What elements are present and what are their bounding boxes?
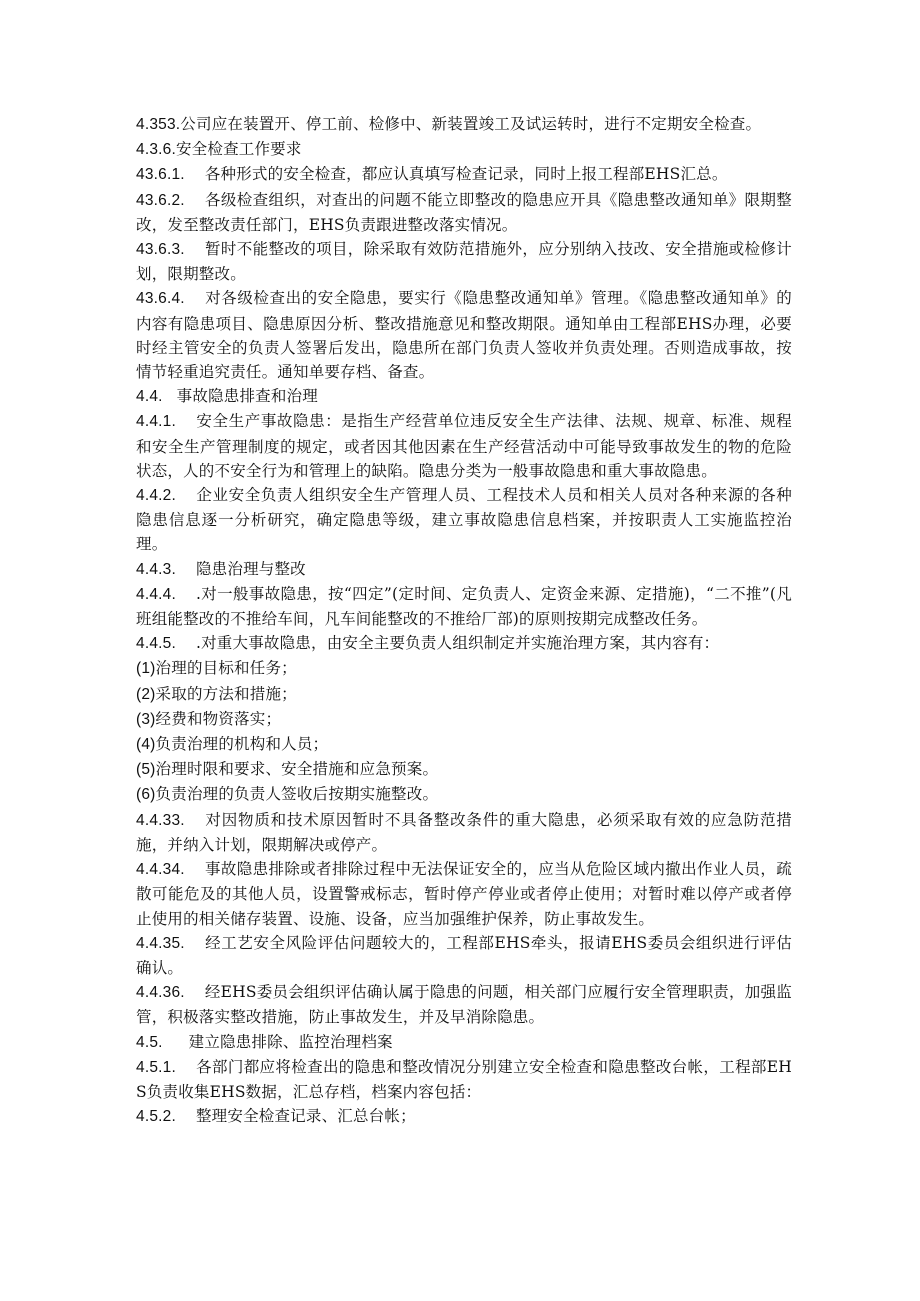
paragraph-text: 公司应在装置开、停工前、检修中、新装置竣工及试运转时，进行不定期安全检查。 (180, 115, 762, 133)
section-number: 4.4. (136, 388, 163, 406)
section-number: 4.4.5. (136, 635, 176, 653)
section-number: 4.3.6. (136, 141, 176, 159)
section-number: 4.4.35. (136, 934, 185, 952)
paragraph (136, 237, 792, 286)
paragraph (136, 732, 792, 757)
paragraph-text: 各级检查组织，对查出的问题不能立即整改的隐患应开具《隐患整改通知单》限期整改，发至整改责任部门，EHS负责跟进整改落实情况。 (136, 190, 792, 234)
section-number: 43.6.2. (136, 191, 185, 209)
paragraph (136, 631, 792, 656)
paragraph-text: 安全检查工作要求 (175, 140, 302, 159)
paragraph (136, 557, 792, 582)
paragraph (136, 857, 792, 931)
paragraph-text: 各种形式的安全检查，都应认真填写检查记录，同时上报工程部EHS汇总。 (204, 165, 728, 184)
section-number: 43.6.4. (136, 290, 185, 308)
section-number: 4.5.2. (136, 1108, 176, 1126)
section-number: 4.4.33. (136, 811, 185, 829)
paragraph (136, 409, 792, 483)
paragraph (136, 582, 792, 631)
section-number: (4) (136, 736, 156, 754)
paragraph-text: 各部门都应将检查出的隐患和整改情况分别建立安全检查和隐患整改台帐，工程部EHS负责收集EHS数据，汇总存档，档案内容包括： (136, 1057, 792, 1101)
section-number: 43.6.1. (136, 166, 185, 184)
paragraph (136, 112, 792, 137)
paragraph-text: 暂时不能整改的项目，除采取有效防范措施外，应分别纳入技改、安全措施或检修计划，限期整改。 (136, 240, 792, 284)
paragraph (136, 682, 792, 707)
section-number: 43.6.3. (136, 241, 185, 259)
paragraph-text: 企业安全负责人组织安全生产管理人员、工程技术人员和相关人员对各种来源的各种隐患信息逐一分析研究，确定隐患等级，建立事故隐患信息档案，并按职责人工实施监控治理。 (136, 486, 792, 554)
paragraph (136, 483, 792, 557)
section-number: 4.5. (136, 1033, 163, 1051)
paragraph (136, 286, 792, 384)
paragraph (136, 782, 792, 807)
paragraph-text: 负责治理的负责人签收后按期实施整改。 (155, 785, 439, 804)
paragraph (136, 656, 792, 681)
paragraph-text: 隐患治理与整改 (195, 559, 306, 578)
paragraph-text: 采取的方法和措施； (155, 684, 297, 703)
section-number: (6) (136, 786, 156, 804)
section-number: (5) (136, 761, 156, 779)
section-number: (2) (136, 685, 156, 703)
paragraph (136, 188, 792, 237)
paragraph-text: 经工艺安全风险评估问题较大的，工程部EHS牵头，报请EHS委员会组织进行评估确认。 (136, 933, 792, 977)
paragraph (136, 808, 792, 857)
section-number: 4.353. (136, 116, 181, 133)
section-number: (1) (136, 660, 156, 678)
paragraph-text: 事故隐患排除或者排除过程中无法保证安全的，应当从危险区域内撤出作业人员，疏散可能危及的其他人员，设置警戒标志，暂时停产停业或者停止使用；对暂时难以停产或者停止使用的相关储存装置、设施、设备，应当加强维护保养，防止事故发生。 (136, 860, 792, 928)
paragraph-text: .对一般事故隐患，按“四定”(定时间、定负责人、定资金来源、定措施)，“二不推”(凡班组能整改的不推给车间，凡车间能整改的不推给厂部)的原则按期完成整改任务。 (136, 584, 792, 629)
section-number: 4.4.36. (136, 984, 185, 1002)
paragraph-text: 事故隐患排查和治理 (176, 387, 318, 406)
paragraph-text: 建立隐患排除、监控治理档案 (188, 1032, 393, 1051)
paragraph-text: 经费和物资落实； (155, 709, 282, 728)
section-number: 4.4.4. (136, 585, 176, 603)
paragraph-text: 对各级检查出的安全隐患，要实行《隐患整改通知单》管理。《隐患整改通知单》的内容有隐患项目、隐患原因分析、整改措施意见和整改期限。通知单由工程部EHS办理，必要时经主管安全的负责人签署后发出，隐患所在部门负责人签收并负责处理。否则造成事故，按情节轻重追究责任。通知单要存档、备查。 (136, 289, 792, 382)
paragraph (136, 384, 792, 409)
paragraph (136, 1104, 792, 1129)
paragraph (136, 707, 792, 732)
section-number: 4.4.34. (136, 861, 185, 879)
section-number: 4.4.1. (136, 413, 176, 431)
document-page (136, 112, 792, 1129)
paragraph-text: 安全生产事故隐患：是指生产经营单位违反安全生产法律、法规、规章、标准、规程和安全生产管理制度的规定，或者因其他因素在生产经营活动中可能导致事故发生的物的危险状态，人的不安全行为和管理上的缺陷。隐患分类为一般事故隐患和重大事故隐患。 (136, 412, 792, 480)
paragraph (136, 931, 792, 980)
paragraph (136, 980, 792, 1029)
section-number: (3) (136, 710, 156, 728)
paragraph-text: .对重大事故隐患，由安全主要负责人组织制定并实施治理方案，其内容有： (195, 634, 720, 653)
paragraph-text: 整理安全检查记录、汇总台帐； (195, 1107, 416, 1126)
paragraph (136, 1030, 792, 1055)
section-number: 4.4.2. (136, 487, 176, 505)
paragraph-text: 治理的目标和任务； (155, 659, 297, 678)
paragraph (136, 757, 792, 782)
paragraph-text: 负责治理的机构和人员； (155, 735, 329, 754)
paragraph-text: 经EHS委员会组织评估确认属于隐患的问题，相关部门应履行安全管理职责，加强监管，积极落实整改措施，防止事故发生，并及早消除隐患。 (136, 983, 792, 1027)
paragraph (136, 1055, 792, 1104)
paragraph (136, 137, 792, 162)
section-number: 4.4.3. (136, 560, 176, 578)
section-number: 4.5.1. (136, 1058, 176, 1076)
paragraph-text: 对因物质和技术原因暂时不具备整改条件的重大隐患，必须采取有效的应急防范措施，并纳入计划，限期解决或停产。 (136, 810, 792, 854)
paragraph-text: 治理时限和要求、安全措施和应急预案。 (155, 760, 439, 779)
paragraph (136, 162, 792, 187)
